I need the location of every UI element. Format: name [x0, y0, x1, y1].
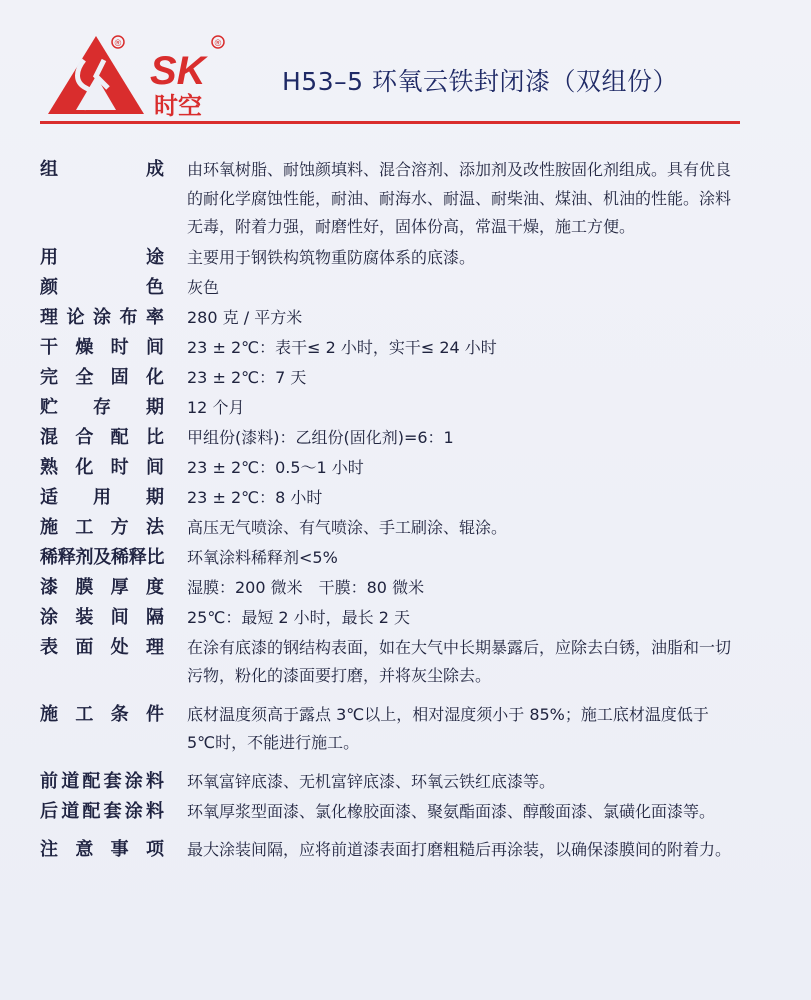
- spec-row-full-cure: [40, 364, 770, 392]
- spec-value: 甲组份(漆料)：乙组份(固化剂)=6：1: [187, 427, 454, 447]
- spec-label: 干燥时间: [40, 336, 164, 358]
- spec-row-application-conditions: [40, 701, 770, 758]
- spec-row-mix-ratio: [40, 424, 770, 452]
- spec-value: 280 克 / 平方米: [187, 307, 303, 327]
- spec-label: 熟化时间: [40, 456, 164, 478]
- document-title: H53–5 环氧云铁封闭漆（双组份）: [282, 67, 678, 96]
- spec-label: 注意事项: [40, 839, 164, 860]
- spec-row-surface-prep: [40, 634, 770, 691]
- spec-row-recoat-interval: [40, 604, 770, 632]
- spec-row-pot-life: [40, 484, 770, 512]
- spec-label: 混合配比: [40, 426, 164, 448]
- spec-label: 漆膜厚度: [40, 576, 164, 598]
- sk-logo: [46, 30, 232, 118]
- spec-row-thinner: [40, 544, 770, 572]
- spec-row-film-thickness: [40, 574, 770, 602]
- spec-row-coverage: [40, 304, 770, 332]
- spec-value: 23 ± 2℃：7 天: [187, 367, 307, 387]
- spec-value: 底材温度须高于露点 3℃以上，相对湿度须小于 85%；施工底材温度低于 5℃时，不能进行施工。: [187, 704, 709, 752]
- spec-row-usage: [40, 244, 770, 272]
- spec-value: 环氧涂料稀释剂<5%: [187, 547, 338, 567]
- spec-value: 23 ± 2℃：0.5～1 小时: [187, 457, 364, 477]
- registered-mark-2: ®: [214, 38, 222, 48]
- spec-value: 主要用于钢铁构筑物重防腐体系的底漆。: [187, 247, 476, 267]
- spec-label: 后道配套涂料: [40, 800, 164, 822]
- spec-label: 组成: [40, 159, 164, 180]
- spec-label: 施工方法: [40, 516, 164, 538]
- spec-label: 完全固化: [40, 366, 164, 388]
- spec-label: 理论涂布率: [40, 306, 164, 328]
- spec-value: 在涂有底漆的钢结构表面，如在大气中长期暴露后，应除去白锈，油脂和一切污物，粉化的漆面要打磨，并将灰尘除去。: [187, 637, 732, 685]
- spec-value: 灰色: [187, 277, 220, 297]
- spec-label: 表面处理: [40, 636, 164, 658]
- spec-row-color: [40, 274, 770, 302]
- spec-value: 最大涂装间隔，应将前道漆表面打磨粗糙后再涂装，以确保漆膜间的附着力。: [187, 840, 732, 859]
- spec-value: 23 ± 2℃：表干≤ 2 小时，实干≤ 24 小时: [187, 337, 497, 357]
- spec-label: 前道配套涂料: [40, 770, 164, 792]
- spec-row-subsequent-coat: [40, 798, 770, 827]
- brand-mark: SK: [150, 49, 206, 93]
- spec-label: 颜色: [40, 276, 164, 298]
- spec-row-notes: [40, 836, 770, 865]
- spec-value: 湿膜：200 微米 干膜：80 微米: [187, 577, 425, 597]
- registered-mark-1: ®: [114, 38, 122, 48]
- spec-value: 25℃：最短 2 小时，最长 2 天: [187, 607, 411, 627]
- spec-row-previous-coat: [40, 768, 770, 796]
- spec-label: 用途: [40, 246, 164, 268]
- spec-value: 23 ± 2℃：8 小时: [187, 487, 323, 507]
- spec-row-induction-time: [40, 454, 770, 482]
- spec-row-composition: [40, 156, 770, 242]
- title-divider: [40, 121, 740, 124]
- spec-label: 稀释剂及稀释比: [40, 546, 164, 568]
- spec-list: [40, 156, 770, 865]
- spec-value: 由环氧树脂、耐蚀颜填料、混合溶剂、添加剂及改性胺固化剂组成。具有优良的耐化学腐蚀性能，耐油、耐海水、耐温、耐柴油、煤油、机油的性能。涂料无毒，附着力强，耐磨性好，固体份高，常温干燥，施工方便。: [187, 160, 732, 236]
- spec-value: 高压无气喷涂、有气喷涂、手工刷涂、辊涂。: [187, 517, 508, 537]
- spec-label: 贮存期: [40, 396, 164, 418]
- spec-label: 施工条件: [40, 703, 164, 725]
- spec-row-drying-time: [40, 334, 770, 362]
- spec-row-shelf-life: [40, 394, 770, 422]
- spec-value: 12 个月: [187, 397, 245, 417]
- spec-value: 环氧富锌底漆、无机富锌底漆、环氧云铁红底漆等。: [187, 771, 556, 791]
- brand-name: 时空: [154, 92, 202, 118]
- spec-label: 涂装间隔: [40, 606, 164, 628]
- spec-label: 适用期: [40, 486, 164, 508]
- spec-value: 环氧厚浆型面漆、氯化橡胶面漆、聚氨酯面漆、醇酸面漆、氯磺化面漆等。: [187, 801, 716, 821]
- spec-row-application-method: [40, 514, 770, 542]
